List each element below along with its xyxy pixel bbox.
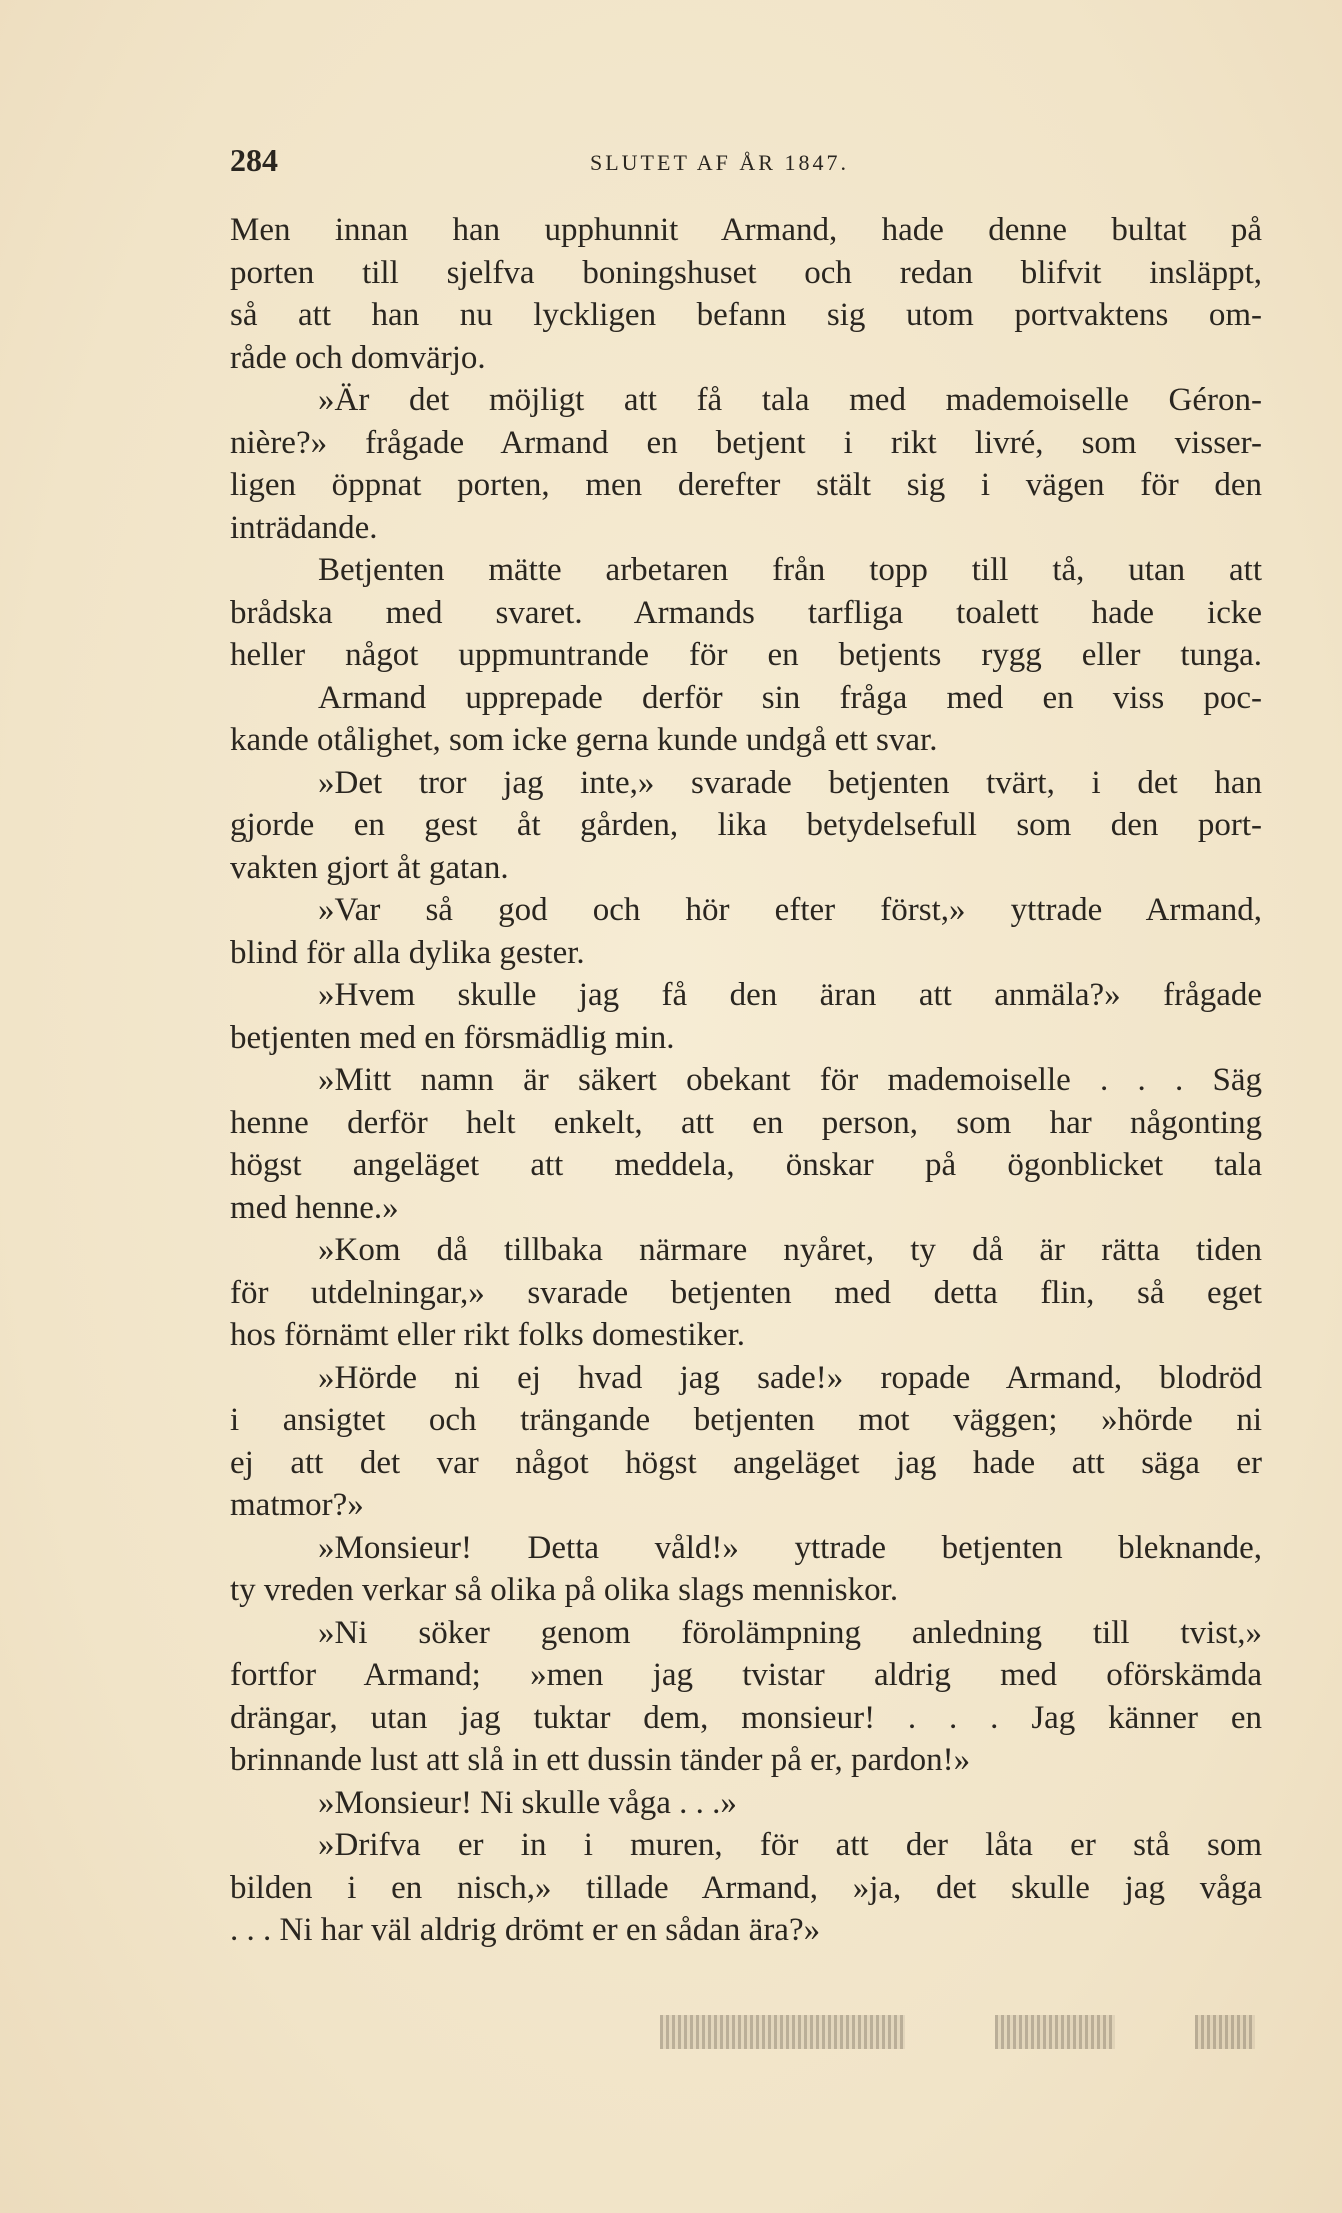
text-line: i ansigtet och trängande betjenten mot väggen; »hörde ni [230, 1402, 1262, 1438]
text-line: blind för alla dylika gester. [230, 934, 585, 971]
text-line: betjenten med en försmädlig min. [230, 1019, 675, 1056]
text-line: Armand upprepade derför sin fråga med en viss poc- [318, 679, 1262, 716]
text-line: ligen öppnat porten, men derefter stält sig i vägen för den [230, 467, 1262, 503]
text-line: Men innan han upphunnit Armand, hade denne bultat på [230, 212, 1262, 248]
page-header [230, 142, 1260, 182]
text-line: matmor?» [230, 1487, 364, 1523]
text-line: porten till sjelfva boningshuset och redan blifvit insläppt, [230, 254, 1262, 291]
text-line: gjorde en gest åt gården, lika betydelsefull som den port- [230, 807, 1262, 843]
text-line: henne derför helt enkelt, att en person, som har någonting [230, 1104, 1262, 1141]
print-smudges [0, 2015, 1342, 2075]
text-line: »Monsieur! Ni skulle våga . . .» [318, 1784, 737, 1821]
text-line: för utdelningar,» svarade betjenten med detta flin, så eget [230, 1274, 1262, 1311]
text-line: råde och domvärjo. [230, 339, 486, 376]
body-text [230, 209, 1262, 1952]
text-line: »Drifva er in i muren, för att der låta er stå som [318, 1827, 1262, 1863]
text-line: ty vreden verkar så olika på olika slags menniskor. [230, 1572, 899, 1608]
text-line: brinnande lust att slå in ett dussin tänder på er, pardon!» [230, 1742, 971, 1778]
page-number: 284 [230, 142, 278, 178]
text-line: »Mitt namn är säkert obekant för mademoiselle . . . Säg [318, 1062, 1262, 1098]
text-line: bilden i en nisch,» tillade Armand, »ja, det skulle jag våga [230, 1869, 1262, 1906]
text-line: . . . Ni har väl aldrig drömt er en sådan ära?» [230, 1912, 821, 1948]
running-head: SLUTET AF ÅR 1847. [590, 150, 849, 175]
text-line: brådska med svaret. Armands tarfliga toalett hade icke [230, 594, 1262, 631]
text-line: inträdande. [230, 509, 378, 546]
smudge-mark [660, 2015, 905, 2049]
text-line: »Ni söker genom förolämpning anledning till tvist,» [318, 1614, 1262, 1651]
text-line: nière?» frågade Armand en betjent i rikt livré, som visser- [230, 424, 1262, 461]
text-line: drängar, utan jag tuktar dem, monsieur! . . . Jag känner en [230, 1699, 1262, 1736]
text-line: heller något uppmuntrande för en betjents rygg eller tunga. [230, 637, 1262, 673]
text-line: ej att det var något högst angeläget jag hade att säga er [230, 1444, 1262, 1481]
text-line: hos förnämt eller rikt folks domestiker. [230, 1317, 746, 1353]
text-line: fortfor Armand; »men jag tvistar aldrig med oförskämda [230, 1657, 1262, 1693]
text-line: »Var så god och hör efter först,» yttrade Armand, [318, 892, 1262, 928]
text-line: »Hörde ni ej hvad jag sade!» ropade Armand, blodröd [318, 1359, 1262, 1396]
text-line: »Är det möjligt att få tala med mademoiselle Géron- [318, 382, 1262, 418]
text-line: med henne.» [230, 1189, 399, 1226]
smudge-mark [1195, 2015, 1255, 2049]
text-line: »Monsieur! Detta våld!» yttrade betjenten bleknande, [318, 1529, 1262, 1566]
text-line: kande otålighet, som icke gerna kunde undgå ett svar. [230, 722, 938, 758]
text-line: »Det tror jag inte,» svarade betjenten tvärt, i det han [318, 764, 1262, 801]
text-line: så att han nu lyckligen befann sig utom portvaktens om- [230, 297, 1262, 333]
text-line: högst angeläget att meddela, önskar på ögonblicket tala [230, 1147, 1262, 1183]
text-line: Betjenten mätte arbetaren från topp till tå, utan att [318, 552, 1262, 588]
text-line: »Hvem skulle jag få den äran att anmäla?» frågade [318, 977, 1262, 1013]
smudge-mark [995, 2015, 1115, 2049]
text-line: vakten gjort åt gatan. [230, 849, 509, 886]
text-line: »Kom då tillbaka närmare nyåret, ty då är rätta tiden [318, 1232, 1262, 1268]
